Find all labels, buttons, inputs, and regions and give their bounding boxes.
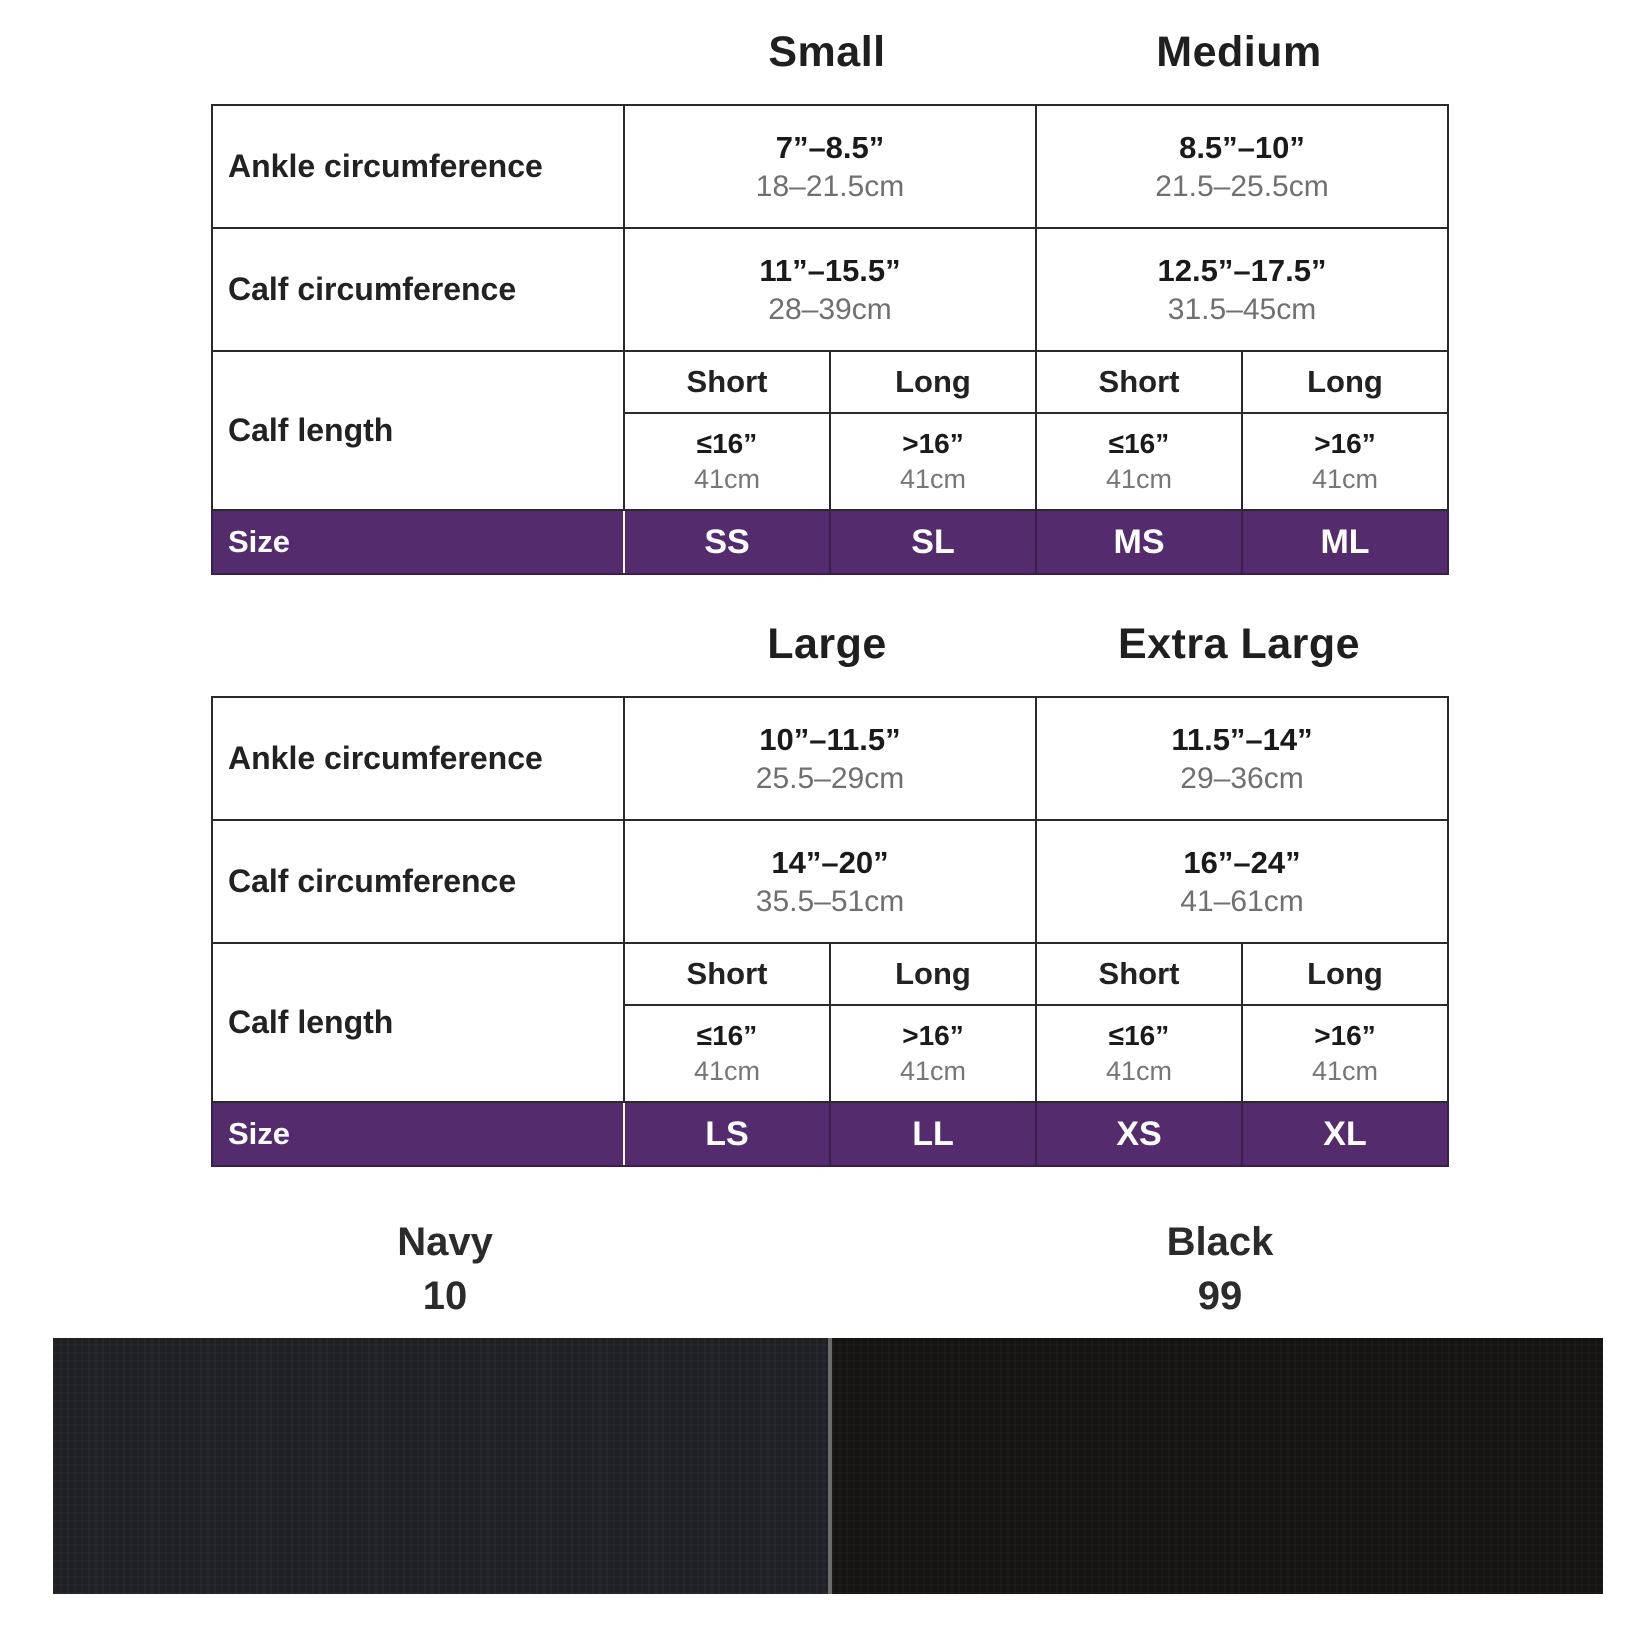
inches-value: >16” [1314,1020,1376,1051]
length-cell [1036,413,1242,510]
calf-row [212,228,1448,351]
inches-value: ≤16” [696,1020,758,1051]
inches-value: 16”–24” [1183,844,1301,880]
color-options [0,1215,1652,1335]
measurement-cell [1036,105,1448,228]
group-heading-small: Small [768,28,886,76]
black-swatch[interactable] [832,1338,1603,1594]
group-heading-large: Large [767,620,887,668]
row-label: Ankle circumference [212,105,624,228]
size-chart-small-medium [0,0,1652,561]
cm-value: 41cm [693,1056,761,1086]
measurement-cell [624,105,1036,228]
length-type: Short [1036,943,1242,1005]
length-type: Long [830,943,1036,1005]
group-heading-extra-large: Extra Large [1117,620,1361,668]
measurement-cell [624,820,1036,943]
row-label: Calf circumference [212,228,624,351]
length-type: Long [830,351,1036,413]
cm-value: 41cm [899,464,967,494]
inches-value: ≤16” [1108,428,1170,459]
measurement-cell [624,228,1036,351]
length-header-row [212,943,1448,1005]
size-table [211,104,1449,575]
cm-value: 41cm [693,464,761,494]
size-code: LS [624,1102,830,1166]
measurement-cell [1036,820,1448,943]
length-cell [1242,1005,1448,1102]
color-code: 10 [422,1274,468,1318]
size-label: Size [212,510,624,574]
size-code: ML [1242,510,1448,574]
size-code: XL [1242,1102,1448,1166]
row-label: Calf length [212,943,624,1102]
measurement-cell [1036,697,1448,820]
cm-value: 41cm [899,1056,967,1086]
cm-value: 41–61cm [1180,884,1304,918]
ankle-row [212,697,1448,820]
length-cell [830,1005,1036,1102]
inches-value: 11”–15.5” [759,252,901,288]
length-cell [624,1005,830,1102]
calf-row [212,820,1448,943]
length-header-row [212,351,1448,413]
row-label: Calf circumference [212,820,624,943]
cm-value: 35.5–51cm [755,884,905,918]
length-cell [1242,413,1448,510]
row-label: Ankle circumference [212,697,624,820]
inches-value: 11.5”–14” [1171,721,1313,757]
inches-value: ≤16” [1108,1020,1170,1051]
color-name: Black [1166,1220,1274,1264]
row-label: Calf length [212,351,624,510]
inches-value: 14”–20” [771,844,889,880]
size-code: LL [830,1102,1036,1166]
cm-value: 29–36cm [1180,761,1304,795]
size-code: XS [1036,1102,1242,1166]
group-heading-medium: Medium [1156,28,1322,76]
navy-swatch[interactable] [53,1338,832,1594]
size-label: Size [212,1102,624,1166]
length-cell [830,413,1036,510]
measurement-cell [1036,228,1448,351]
inches-value: 12.5”–17.5” [1157,252,1327,288]
cm-value: 21.5–25.5cm [1155,169,1329,203]
size-code: MS [1036,510,1242,574]
length-cell [624,413,830,510]
length-type: Short [624,351,830,413]
length-cell [1036,1005,1242,1102]
inches-value: ≤16” [696,428,758,459]
cm-value: 28–39cm [768,292,892,326]
size-row [212,1102,1448,1166]
cm-value: 41cm [1311,464,1379,494]
measurement-cell [624,697,1036,820]
size-code: SL [830,510,1036,574]
color-label-navy [295,1215,595,1323]
color-swatches [53,1338,1603,1594]
size-row [212,510,1448,574]
cm-value: 41cm [1105,464,1173,494]
length-type: Short [1036,351,1242,413]
cm-value: 31.5–45cm [1167,292,1317,326]
inches-value: >16” [902,428,964,459]
cm-value: 41cm [1105,1056,1173,1086]
inches-value: 10”–11.5” [759,721,901,757]
inches-value: 7”–8.5” [775,129,885,165]
length-type: Long [1242,351,1448,413]
cm-value: 25.5–29cm [755,761,905,795]
cm-value: 41cm [1311,1056,1379,1086]
size-table [211,696,1449,1167]
ankle-row [212,105,1448,228]
inches-value: >16” [1314,428,1376,459]
cm-value: 18–21.5cm [755,169,905,203]
length-type: Long [1242,943,1448,1005]
inches-value: 8.5”–10” [1179,129,1305,165]
inches-value: >16” [902,1020,964,1051]
color-name: Navy [397,1220,493,1264]
size-code: SS [624,510,830,574]
size-chart-large-xl [0,592,1652,1153]
color-label-black [1070,1215,1370,1323]
color-code: 99 [1197,1274,1243,1318]
length-type: Short [624,943,830,1005]
